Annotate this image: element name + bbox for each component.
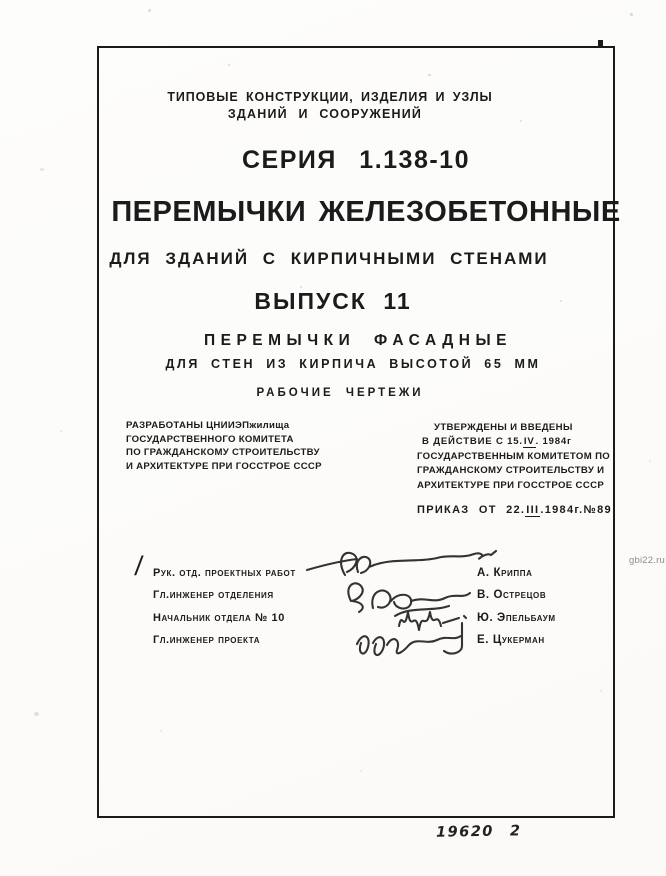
approved-line: АРХИТЕКТУРЕ ПРИ ГОССТРОЕ СССР (417, 479, 605, 491)
developed-line: ПО ГРАЖДАНСКОМУ СТРОИТЕЛЬСТВУ (126, 447, 320, 459)
section-title: ПЕРЕМЫЧКИ ФАСАДНЫЕ (203, 332, 513, 349)
scan-speck (228, 64, 230, 66)
approved-line (417, 435, 610, 449)
header-line-1: ТИПОВЫЕ КОНСТРУКЦИИ, ИЗДЕЛИЯ И УЗЛЫ (167, 90, 493, 104)
approved-line: ГРАЖДАНСКОМУ СТРОИТЕЛЬСТВУ И (417, 465, 605, 477)
footer-code: 19620 (435, 823, 495, 841)
signature-name: Ю. Эпельбаум (477, 611, 556, 624)
signature-name: В. Острецов (477, 589, 547, 602)
section-scope: ДЛЯ СТЕН ИЗ КИРПИЧА ВЫСОТОЙ 65 ММ (165, 357, 541, 371)
scan-speck (160, 730, 162, 732)
site-watermark: gbi22.ru (629, 555, 665, 566)
roman-numeral-month: IV (523, 436, 535, 448)
signature-role: Рук. отд. проектных работ (153, 567, 296, 579)
scan-speck (360, 770, 362, 772)
approved-line: УТВЕРЖДЕНЫ И ВВЕДЕНЫ (434, 422, 573, 433)
approved-line: ГОСУДАРСТВЕННЫМ КОМИТЕТОМ ПО (417, 450, 611, 462)
signature-scribble-krippa (307, 551, 496, 575)
scan-speck (60, 430, 62, 432)
footer-codes (436, 823, 522, 840)
title-scope: ДЛЯ ЗДАНИЙ С КИРПИЧНЫМИ СТЕНАМИ (109, 249, 549, 268)
document-frame (97, 46, 621, 818)
scan-speck (630, 13, 633, 16)
signature-name: А. Криппа (477, 567, 533, 579)
series-number: СЕРИЯ 1.138-10 (242, 146, 470, 174)
signature-role: Гл.инженер отделения (153, 589, 274, 602)
approved-by-block (417, 421, 610, 493)
order-pre: ПРИКАЗ ОТ 22. (417, 504, 526, 516)
signature-scribble-epelbaum (395, 606, 466, 630)
roman-numeral-month: III (526, 504, 540, 516)
scan-speck (428, 74, 431, 76)
header-line-2: ЗДАНИЙ И СООРУЖЕНИЙ (227, 107, 423, 121)
signature-role: Гл.инженер проекта (153, 634, 261, 647)
document-type: РАБОЧИЕ ЧЕРТЕЖИ (256, 387, 424, 399)
developed-by-block (126, 419, 322, 473)
scan-speck (34, 712, 39, 716)
developed-line: ГОСУДАРСТВЕННОГО КОМИТЕТА (126, 433, 294, 445)
approved-date-post: . 1984г (535, 436, 572, 448)
signature-scribble-ostretsov (348, 583, 470, 612)
developed-line: И АРХИТЕКТУРЕ ПРИ ГОССТРОЕ СССР (126, 460, 322, 472)
approved-date-pre: В ДЕЙСТВИЕ С 15. (422, 436, 523, 448)
signature-role: Начальник отдела № 10 (153, 611, 285, 624)
order-post: .1984г.№89 (540, 504, 612, 516)
handwritten-signatures (299, 546, 511, 668)
scan-speck (40, 168, 44, 171)
issue-number: ВЫПУСК 11 (254, 288, 412, 314)
footer-sheet-number: 2 (509, 823, 522, 840)
signature-roles-column (153, 562, 296, 652)
scan-speck (600, 690, 602, 692)
scan-speck (560, 300, 562, 302)
signature-bracket: / (133, 551, 145, 581)
scan-speck (148, 9, 151, 12)
order-line (417, 504, 612, 516)
scan-speck (300, 286, 302, 288)
border-notch-artifact (598, 40, 603, 48)
scan-speck (520, 120, 522, 122)
document-title: ПЕРЕМЫЧКИ ЖЕЛЕЗОБЕТОННЫЕ (111, 196, 621, 228)
developed-line: РАЗРАБОТАНЫ ЦНИИЭПжилища (126, 420, 290, 431)
signature-name: Е. Цукерман (477, 634, 545, 647)
signature-scribble-tsukerman (357, 623, 462, 655)
scan-speck (649, 460, 651, 462)
